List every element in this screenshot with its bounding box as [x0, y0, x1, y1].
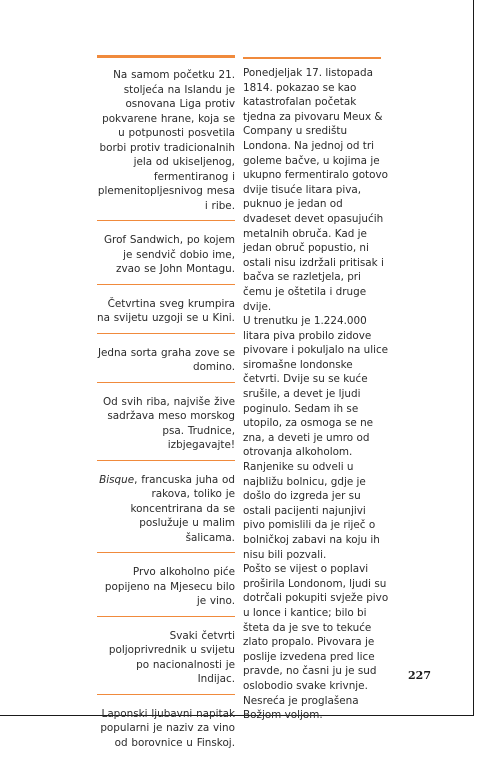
fact-item: Svaki četvrti poljoprivrednik u svijetu po nacionalnosti je Indijac. — [97, 627, 235, 695]
fact-item: Laponski ljubavni napitak popularni je naziv za vino od borovnice u Finskoj. — [100, 707, 235, 749]
facts-top-rule — [97, 55, 235, 58]
fact-emphasis: Bisque — [99, 473, 135, 486]
story-top-rule — [243, 57, 381, 59]
fact-item: Bisque, francuska juha od rakova, toliko je koncentrirana da se poslužuje u malim šalicama. — [97, 471, 235, 554]
fact-item: Četvrtina sveg krumpira na svijetu uzgoji se u Kini. — [97, 295, 235, 334]
story-column — [243, 66, 389, 723]
fact-item: Od svih riba, najviše žive sadržava meso morskog psa. Trudnice, izbjegavajte! — [97, 393, 235, 461]
story-paragraph: Ponedjeljak 17. listopada 1814. pokazao se kao katastrofalan početak tjedna za pivovaru Meux & Company u središtu Londona. Na jednoj od tri goleme bačve, u kojima je ukupno fermentiralo gotovo dvije tisuće litara piva, puknuo je jedan od dvadeset devet opasujućih metalnih obruča. Kad je jedan obruč popustio, ni ostali nisu izdržali pritisak i bačva se razletjela, pri čemu je oštetila i druge dvije. — [243, 67, 388, 313]
facts-column — [97, 66, 235, 767]
page-number: 227 — [408, 669, 431, 682]
fact-item: Prvo alkoholno piće popijeno na Mjesecu bilo je vino. — [97, 563, 235, 617]
fact-item: Grof Sandwich, po kojem je sendvič dobio ime, zvao se John Montagu. — [97, 231, 235, 285]
story-paragraph: U trenutku je 1.224.000 litara piva probilo zidove pivovare i pokuljalo na ulice siromašne londonske četvrti. Dvije su se kuće srušile, a devet je ljudi poginulo. Sedam ih se utopilo, za osmoga se ne zna, a deveti je umro od otrovanja alkoholom. Ranjenike su odveli u najbližu bolnicu, gdje je došlo do izgreda jer su ostali pacijenti najunjivi pivo pomislili da je riječ o bolničkoj zabavi na koju ih nisu bili pozvali. — [243, 315, 389, 561]
fact-item: Jedna sorta graha zove se domino. — [97, 344, 235, 383]
fact-item: Na samom početku 21. stoljeća na Islandu je osnovana Liga protiv pokvarene hrane, koja se u potpunosti posvetila borbi protiv tradicionalnih jela od ukiseljenog, fermentiranog i plemenitopljesnivog mesa i ribe. — [97, 66, 235, 221]
story-paragraph: Pošto se vijest o poplavi proširila Londonom, ljudi su dotrčali pokupiti svježe pivo u lonce i kantice; bilo bi šteta da je sve to tekuće zlato propalo. Pivovara je poslije izvedena pred lice pravde, no časni ju je sud oslobodio svake krivnje. Nesreća je proglašena Božjom voljom. — [243, 563, 389, 722]
